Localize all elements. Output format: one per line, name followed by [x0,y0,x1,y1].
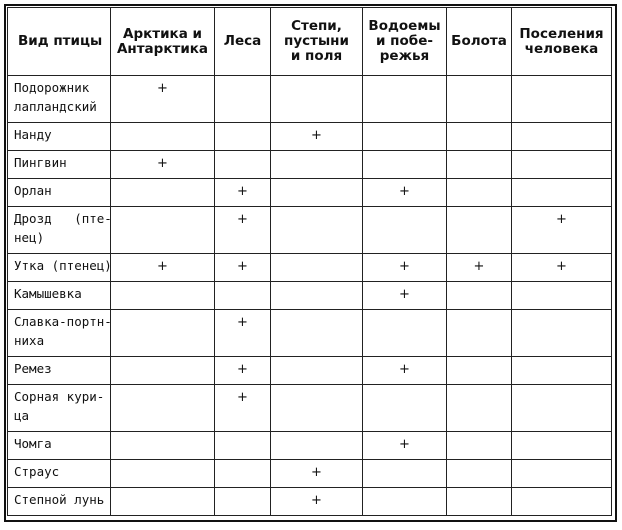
habitat-mark-cell [512,76,612,123]
habitat-mark-cell [447,488,512,516]
habitat-mark-cell: + [111,76,215,123]
habitat-mark-cell: + [215,179,271,207]
table-row [8,151,612,179]
bird-name-cell [8,207,111,254]
habitat-mark-cell [512,460,612,488]
table-row [8,254,612,282]
habitat-mark-cell [271,357,363,385]
header-text: пустыни [284,33,349,49]
bird-name-cell [8,282,111,310]
habitat-mark-cell: + [215,207,271,254]
habitat-mark-cell [447,460,512,488]
habitat-mark-cell [363,76,447,123]
table-row [8,357,612,385]
habitat-mark-cell [271,179,363,207]
habitat-mark-cell [271,310,363,357]
habitat-mark-cell [512,282,612,310]
table-row [8,385,612,432]
habitat-mark-cell [111,385,215,432]
table-body [8,76,612,516]
habitat-mark-cell: + [363,357,447,385]
table-row [8,282,612,310]
habitat-mark-cell [215,432,271,460]
header-text: Водоемы [368,18,441,34]
habitat-mark-cell [447,432,512,460]
bird-name: Пингвин [14,155,67,170]
habitat-mark-cell [363,123,447,151]
bird-name-cell [8,432,111,460]
bird-name: Страус [14,464,60,479]
bird-name: Подорожник [14,80,90,95]
habitat-mark-cell [512,488,612,516]
habitat-mark-cell [363,385,447,432]
habitat-mark-cell [215,282,271,310]
habitat-mark-cell [215,151,271,179]
habitat-mark-cell [271,254,363,282]
header-text: и побе- [376,33,433,49]
table-row [8,310,612,357]
bird-name-cell [8,385,111,432]
header-text: режья [379,48,430,64]
habitat-mark-cell [363,151,447,179]
habitat-mark-cell: + [271,488,363,516]
habitat-mark-cell [447,357,512,385]
habitat-mark-cell [271,385,363,432]
bird-name-cell [8,488,111,516]
table-row [8,179,612,207]
bird-name: Славка-портн- [14,314,112,329]
habitat-mark-cell [271,282,363,310]
header-row [8,8,612,76]
bird-name-cell [8,460,111,488]
bird-name-cell [8,123,111,151]
habitat-mark-cell [111,460,215,488]
table-row [8,488,612,516]
habitat-mark-cell [447,385,512,432]
table-row [8,207,612,254]
habitat-mark-cell [447,282,512,310]
bird-name-cell [8,357,111,385]
habitat-mark-cell [111,123,215,151]
table-row [8,460,612,488]
habitat-mark-cell [447,179,512,207]
header-text: Арктика и [123,25,202,42]
bird-habitat-table [7,7,612,516]
habitat-mark-cell [512,357,612,385]
table-row [8,123,612,151]
habitat-mark-cell: + [271,460,363,488]
bird-name: лапландский [14,99,97,114]
habitat-mark-cell [271,432,363,460]
habitat-mark-cell [111,207,215,254]
habitat-mark-cell: + [271,123,363,151]
habitat-mark-cell: + [111,151,215,179]
table-row [8,76,612,123]
habitat-mark-cell [215,460,271,488]
habitat-mark-cell [363,488,447,516]
header-col-water [363,8,447,76]
habitat-mark-cell [215,123,271,151]
habitat-mark-cell [111,357,215,385]
bird-name: нец) [14,230,45,245]
habitat-mark-cell [215,76,271,123]
habitat-mark-cell: + [363,282,447,310]
habitat-mark-cell: + [111,254,215,282]
header-text: Антарктика [116,40,209,57]
habitat-mark-cell: + [363,432,447,460]
bird-name: Камышевка [14,286,82,301]
habitat-mark-cell [512,432,612,460]
habitat-mark-cell [447,207,512,254]
habitat-mark-cell: + [215,254,271,282]
bird-name: Ремез [14,361,52,376]
header-text: Леса [223,33,262,49]
header-text: Вид птицы [18,33,103,49]
bird-name-cell [8,76,111,123]
habitat-mark-cell: + [447,254,512,282]
header-col-species [8,8,111,76]
header-text: человека [524,40,599,57]
habitat-mark-cell: + [215,357,271,385]
habitat-mark-cell [512,151,612,179]
habitat-mark-cell [512,123,612,151]
habitat-mark-cell [111,282,215,310]
bird-name: Нанду [14,127,52,142]
header-col-arctic [111,8,215,76]
bird-name: Степной лунь [14,492,105,507]
bird-name: Орлан [14,183,52,198]
bird-name: Утка (птенец) [14,258,112,273]
habitat-mark-cell [512,179,612,207]
bird-name: Сорная кури- [14,389,105,404]
habitat-mark-cell [447,310,512,357]
habitat-mark-cell: + [363,179,447,207]
habitat-mark-cell [512,310,612,357]
bird-name-cell [8,151,111,179]
habitat-mark-cell [363,310,447,357]
header-text: Болота [451,33,507,49]
habitat-mark-cell [512,385,612,432]
bird-name-cell [8,179,111,207]
habitat-mark-cell [271,151,363,179]
header-col-forest [215,8,271,76]
habitat-mark-cell [363,207,447,254]
bird-name-cell [8,310,111,357]
habitat-mark-cell [111,488,215,516]
bird-name: Чомга [14,436,52,451]
habitat-mark-cell: + [512,207,612,254]
habitat-mark-cell [215,488,271,516]
habitat-mark-cell: + [215,385,271,432]
table-row [8,432,612,460]
header-col-steppe [271,8,363,76]
header-text: Степи, [291,18,342,34]
bird-name: ниха [14,333,45,348]
habitat-mark-cell [111,179,215,207]
habitat-mark-cell: + [512,254,612,282]
header-text: и поля [290,48,343,64]
habitat-mark-cell [447,151,512,179]
habitat-mark-cell [447,76,512,123]
bird-name-cell [8,254,111,282]
habitat-mark-cell [363,460,447,488]
habitat-mark-cell: + [363,254,447,282]
habitat-mark-cell: + [215,310,271,357]
header-text: Поселения [519,25,604,42]
habitat-mark-cell [447,123,512,151]
habitat-mark-cell [271,207,363,254]
bird-name: Дрозд (птe- [14,211,112,226]
bird-name: ца [14,408,30,423]
header-col-swamp [447,8,512,76]
habitat-mark-cell [271,76,363,123]
header-col-settlement [512,8,612,76]
habitat-mark-cell [111,310,215,357]
habitat-mark-cell [111,432,215,460]
